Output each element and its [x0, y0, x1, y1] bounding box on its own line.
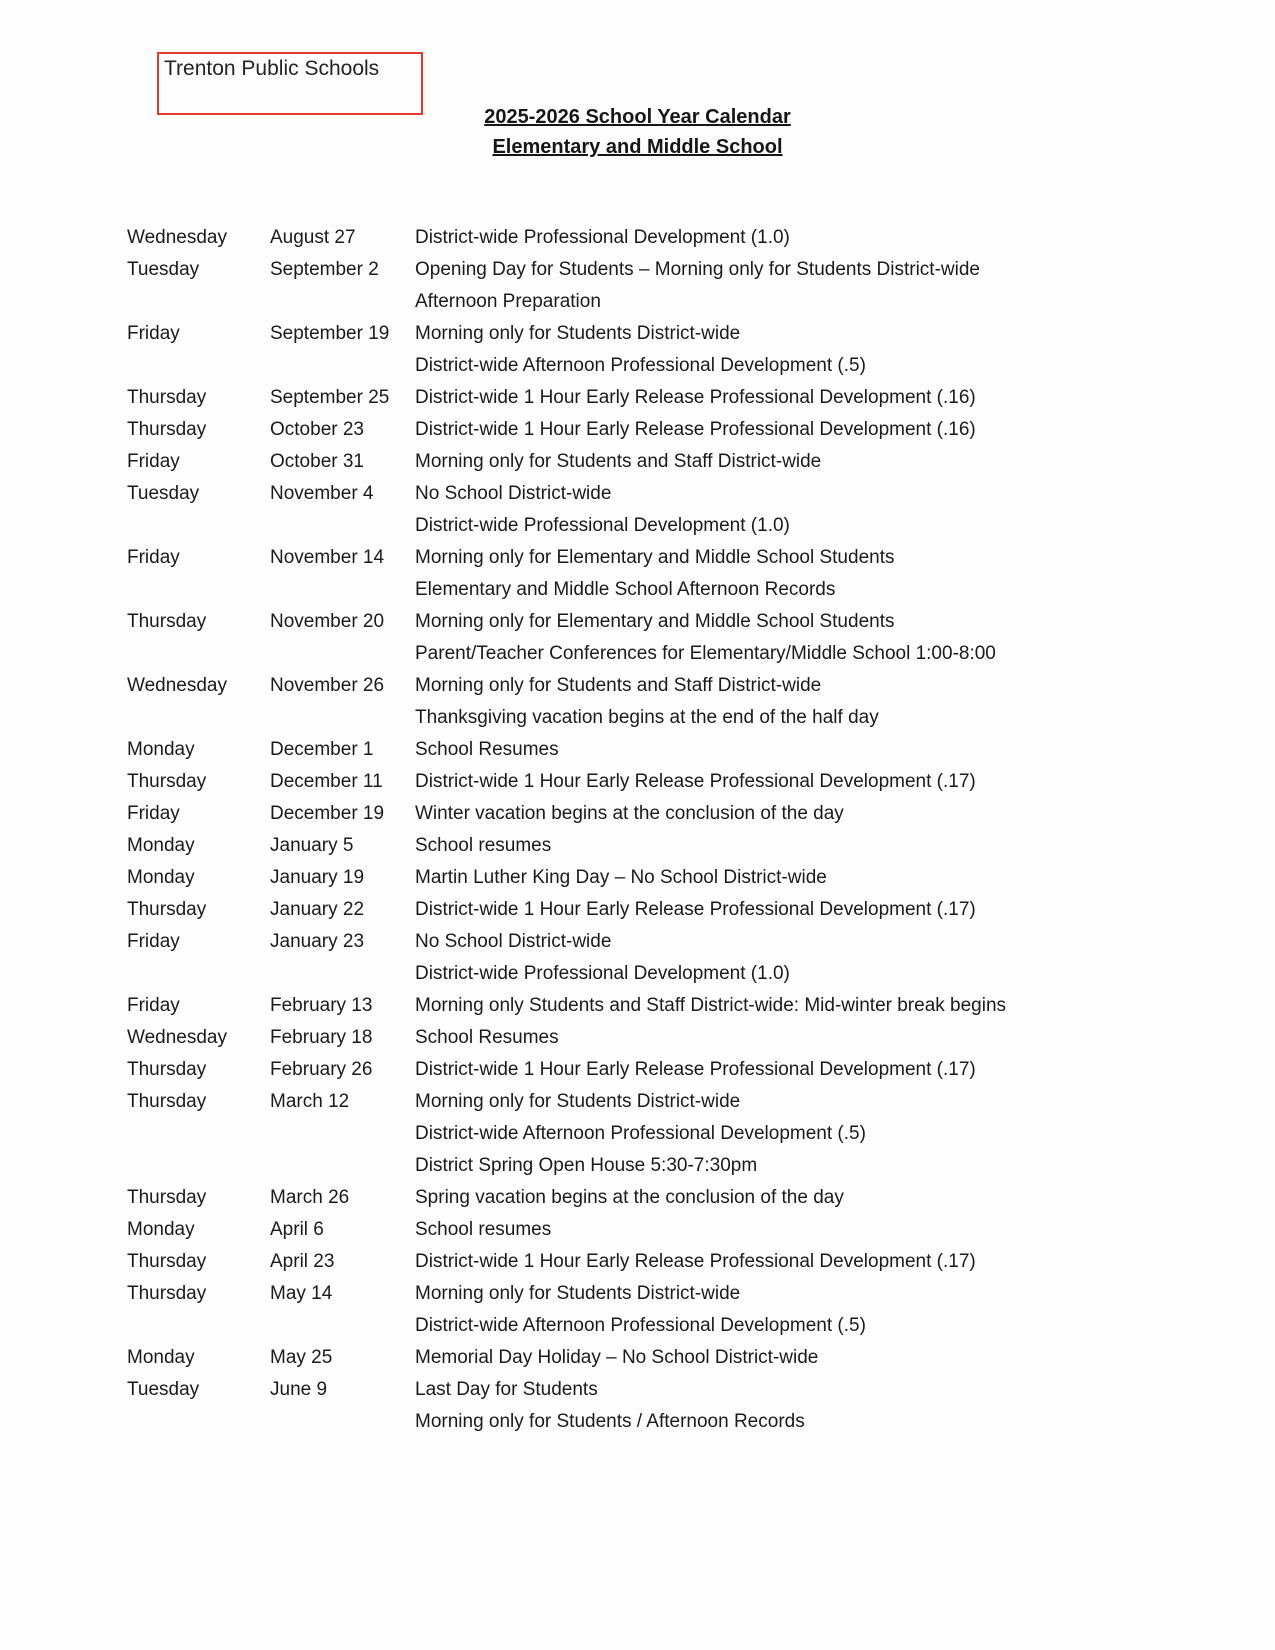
- description-line: Morning only for Students District-wide: [415, 1091, 741, 1112]
- calendar-row: [127, 830, 1220, 862]
- description-line: Morning only for Students and Staff District-wide: [415, 451, 822, 472]
- description-cell: [415, 1022, 1220, 1054]
- description-cell: [415, 894, 1220, 926]
- description-line: District-wide 1 Hour Early Release Professional Development (.17): [415, 1251, 976, 1272]
- date-cell: March 12: [270, 1091, 350, 1112]
- day-cell: Thursday: [127, 1251, 207, 1272]
- calendar-row: [127, 1054, 1220, 1086]
- calendar-row: [127, 1342, 1220, 1374]
- description-line: Morning only for Students / Afternoon Records: [415, 1411, 805, 1432]
- calendar-row: [127, 894, 1220, 926]
- day-cell: Monday: [127, 1347, 195, 1368]
- calendar-row: [127, 1086, 1220, 1182]
- description-cell: [415, 222, 1220, 254]
- description-cell: [415, 1214, 1220, 1246]
- description-cell: [415, 1342, 1220, 1374]
- description-cell: [415, 254, 1220, 318]
- calendar-row: [127, 318, 1220, 382]
- calendar-row: [127, 1374, 1220, 1438]
- date-cell: January 19: [270, 867, 365, 888]
- day-cell: Monday: [127, 835, 195, 856]
- calendar-row: [127, 1182, 1220, 1214]
- description-line: Parent/Teacher Conferences for Elementary/Middle School 1:00-8:00: [415, 643, 996, 664]
- day-cell: Thursday: [127, 419, 207, 440]
- calendar-row: [127, 542, 1220, 606]
- description-line: Afternoon Preparation: [415, 291, 601, 312]
- calendar-row: [127, 798, 1220, 830]
- date-cell: June 9: [270, 1379, 328, 1400]
- day-cell: Friday: [127, 931, 180, 952]
- calendar-row: [127, 382, 1220, 414]
- date-cell: May 25: [270, 1347, 333, 1368]
- day-cell: Tuesday: [127, 259, 200, 280]
- description-cell: [415, 606, 1220, 670]
- day-cell: Monday: [127, 1219, 195, 1240]
- description-line: Morning only for Elementary and Middle School Students: [415, 547, 895, 568]
- description-line: Winter vacation begins at the conclusion of the day: [415, 803, 844, 824]
- date-cell: November 26: [270, 675, 385, 696]
- description-cell: [415, 478, 1220, 542]
- date-cell: December 19: [270, 803, 385, 824]
- description-cell: [415, 1278, 1220, 1342]
- description-cell: [415, 766, 1220, 798]
- description-line: District-wide 1 Hour Early Release Professional Development (.17): [415, 1059, 976, 1080]
- description-line: School Resumes: [415, 739, 559, 760]
- date-cell: January 5: [270, 835, 354, 856]
- description-cell: [415, 1054, 1220, 1086]
- date-cell: April 6: [270, 1219, 324, 1240]
- day-cell: Friday: [127, 803, 180, 824]
- calendar-row: [127, 862, 1220, 894]
- date-cell: April 23: [270, 1251, 335, 1272]
- description-line: Morning only for Elementary and Middle School Students: [415, 611, 895, 632]
- description-line: District-wide Afternoon Professional Development (.5): [415, 1315, 866, 1336]
- description-line: Thanksgiving vacation begins at the end of the half day: [415, 707, 879, 728]
- description-cell: [415, 926, 1220, 990]
- description-cell: [415, 446, 1220, 478]
- description-line: Opening Day for Students – Morning only for Students District-wide: [415, 259, 980, 280]
- date-cell: October 23: [270, 419, 364, 440]
- day-cell: Thursday: [127, 1091, 207, 1112]
- date-cell: November 14: [270, 547, 385, 568]
- day-cell: Friday: [127, 323, 180, 344]
- description-cell: [415, 414, 1220, 446]
- description-line: Morning only Students and Staff District-wide: Mid-winter break begins: [415, 995, 1007, 1016]
- document-title: 2025-2026 School Year Calendar: [484, 106, 791, 128]
- description-cell: [415, 734, 1220, 766]
- calendar-row: [127, 670, 1220, 734]
- description-cell: [415, 1182, 1220, 1214]
- calendar-row: [127, 990, 1220, 1022]
- day-cell: Tuesday: [127, 1379, 200, 1400]
- calendar-row: [127, 414, 1220, 446]
- day-cell: Monday: [127, 739, 195, 760]
- day-cell: Monday: [127, 867, 195, 888]
- date-cell: February 26: [270, 1059, 373, 1080]
- calendar-row: [127, 766, 1220, 798]
- description-line: Spring vacation begins at the conclusion of the day: [415, 1187, 844, 1208]
- description-cell: [415, 382, 1220, 414]
- date-cell: February 18: [270, 1027, 373, 1048]
- day-cell: Thursday: [127, 611, 207, 632]
- date-cell: August 27: [270, 227, 356, 248]
- day-cell: Wednesday: [127, 227, 227, 248]
- description-line: District-wide 1 Hour Early Release Professional Development (.17): [415, 771, 976, 792]
- calendar-table: [127, 222, 1220, 1438]
- description-line: District-wide 1 Hour Early Release Professional Development (.17): [415, 899, 976, 920]
- description-cell: [415, 798, 1220, 830]
- description-line: Last Day for Students: [415, 1379, 598, 1400]
- date-cell: January 22: [270, 899, 365, 920]
- calendar-row: [127, 1246, 1220, 1278]
- date-cell: October 31: [270, 451, 364, 472]
- description-line: School Resumes: [415, 1027, 559, 1048]
- day-cell: Friday: [127, 995, 180, 1016]
- calendar-row: [127, 1214, 1220, 1246]
- description-line: School resumes: [415, 835, 552, 856]
- date-cell: November 4: [270, 483, 374, 504]
- date-cell: February 13: [270, 995, 373, 1016]
- day-cell: Thursday: [127, 899, 207, 920]
- date-cell: November 20: [270, 611, 385, 632]
- description-line: Elementary and Middle School Afternoon Records: [415, 579, 836, 600]
- date-cell: December 11: [270, 771, 383, 792]
- description-line: District Spring Open House 5:30-7:30pm: [415, 1155, 758, 1176]
- description-cell: [415, 830, 1220, 862]
- day-cell: Friday: [127, 547, 180, 568]
- calendar-row: [127, 254, 1220, 318]
- day-cell: Thursday: [127, 1059, 207, 1080]
- document-subtitle: Elementary and Middle School: [492, 136, 783, 158]
- description-line: Morning only for Students District-wide: [415, 1283, 741, 1304]
- date-cell: March 26: [270, 1187, 350, 1208]
- description-cell: [415, 318, 1220, 382]
- description-line: District-wide Professional Development (1.0): [415, 227, 790, 248]
- description-cell: [415, 542, 1220, 606]
- calendar-row: [127, 926, 1220, 990]
- description-cell: [415, 1374, 1220, 1438]
- description-line: District-wide Professional Development (1.0): [415, 963, 790, 984]
- date-cell: January 23: [270, 931, 365, 952]
- date-cell: September 19: [270, 323, 390, 344]
- description-cell: [415, 862, 1220, 894]
- description-line: District-wide Afternoon Professional Development (.5): [415, 355, 866, 376]
- calendar-row: [127, 1278, 1220, 1342]
- description-line: No School District-wide: [415, 483, 612, 504]
- title-block: [0, 102, 1275, 162]
- date-cell: May 14: [270, 1283, 333, 1304]
- description-line: District-wide Professional Development (1.0): [415, 515, 790, 536]
- description-line: Morning only for Students District-wide: [415, 323, 741, 344]
- description-line: District-wide 1 Hour Early Release Professional Development (.16): [415, 419, 976, 440]
- calendar-row: [127, 734, 1220, 766]
- date-cell: September 2: [270, 259, 379, 280]
- date-cell: December 1: [270, 739, 374, 760]
- calendar-row: [127, 446, 1220, 478]
- day-cell: Thursday: [127, 1283, 207, 1304]
- description-line: District-wide 1 Hour Early Release Professional Development (.16): [415, 387, 976, 408]
- school-name: Trenton Public Schools: [164, 57, 380, 80]
- description-line: Memorial Day Holiday – No School District-wide: [415, 1347, 819, 1368]
- day-cell: Wednesday: [127, 1027, 227, 1048]
- description-line: District-wide Afternoon Professional Development (.5): [415, 1123, 866, 1144]
- description-line: Morning only for Students and Staff District-wide: [415, 675, 822, 696]
- calendar-row: [127, 222, 1220, 254]
- calendar-row: [127, 606, 1220, 670]
- description-line: Martin Luther King Day – No School District-wide: [415, 867, 827, 888]
- calendar-row: [127, 1022, 1220, 1054]
- day-cell: Thursday: [127, 771, 207, 792]
- day-cell: Thursday: [127, 387, 207, 408]
- date-cell: September 25: [270, 387, 390, 408]
- description-cell: [415, 1246, 1220, 1278]
- calendar-row: [127, 478, 1220, 542]
- description-line: School resumes: [415, 1219, 552, 1240]
- day-cell: Friday: [127, 451, 180, 472]
- description-line: No School District-wide: [415, 931, 612, 952]
- description-cell: [415, 1086, 1220, 1182]
- day-cell: Tuesday: [127, 483, 200, 504]
- day-cell: Wednesday: [127, 675, 227, 696]
- day-cell: Thursday: [127, 1187, 207, 1208]
- description-cell: [415, 670, 1220, 734]
- description-cell: [415, 990, 1220, 1022]
